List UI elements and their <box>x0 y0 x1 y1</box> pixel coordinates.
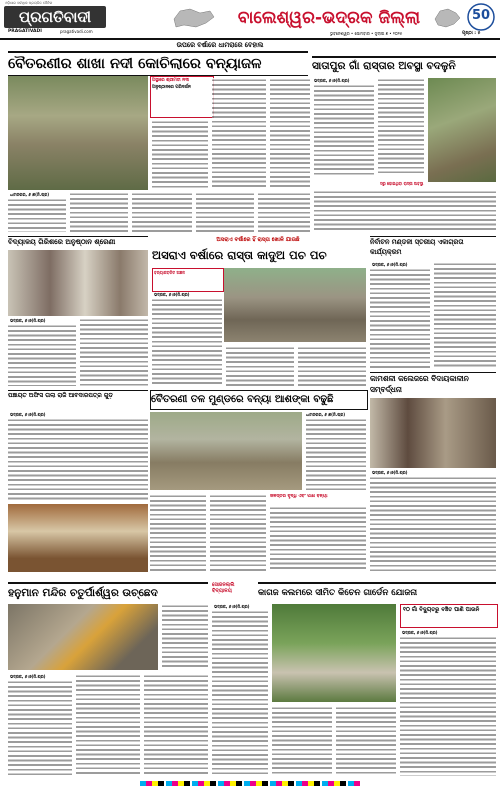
story1-photo <box>8 76 148 190</box>
story2-headline: ସାତାପୁର ଗାଁ ରାସ୍ତାର ଅବସ୍ଥା ବଦଳୁନି <box>312 56 496 75</box>
story1-text-b <box>212 78 266 190</box>
story11-tag-text: ସୋଜନଲ୍ଲି ବିଦ୍ୟାଳୟ <box>212 582 235 594</box>
story2-caption: ସରୁ ହୋଇଥିବା ରାସ୍ତା ଅବସ୍ଥା <box>380 181 424 186</box>
story6-byline: ଭଦ୍ରକ, ୬।୭(ନି.ପ୍ର) <box>372 470 408 475</box>
story1-text-h <box>258 192 310 232</box>
story3-text-a <box>8 324 76 386</box>
story7-text-a <box>8 418 148 500</box>
story4-text-b <box>226 346 294 386</box>
story11-text-b <box>272 706 332 776</box>
page-number: ପୃଷ୍ଠା : ୫ <box>462 31 481 36</box>
masthead-tagline: ଓଡ଼ିଶାର ସର୍ବାଧିକ ପ୍ରଚାରିତ ଦୈନିକ <box>5 1 53 5</box>
story2-text-c <box>314 190 496 232</box>
story8-byline: ଧାମନଗର, ୬।୭(ନି.ପ୍ର) <box>306 412 346 417</box>
story12-headline: ୧୦ ଗାଁ ବିଦ୍ୟୁତରୁ ବଞ୍ଚିତ ପାଣି ପାଉନି <box>403 607 480 613</box>
story4-subhead <box>152 268 224 292</box>
logo-text: ପ୍ରଗତିବାଦୀ <box>18 8 92 26</box>
story1-text-g <box>196 192 254 232</box>
story12-byline: ଭଦ୍ରକ, ୬।୭(ନି.ପ୍ର) <box>402 630 438 635</box>
date-line: ଭୁବନେଶ୍ୱର • ସୋମବାର • ଜୁଲାଇ ୭ • ୨୦୨୫ <box>330 31 403 36</box>
story11-headline: କାଗଜ କଲମରେ ସୀମିତ କିଚେନ ଗାର୍ଡେନ ଯୋଜନା <box>258 582 496 602</box>
story3-byline: ଭଦ୍ରକ, ୬।୭(ନି.ପ୍ର) <box>10 318 46 323</box>
anniversary-number: 50 <box>471 8 491 23</box>
story1-inset <box>150 76 214 118</box>
color-registration-strip <box>140 781 360 786</box>
story11-photo <box>272 604 396 702</box>
story4-subhead-text: ବନ୍ୟାକବଳିତ ଅଞ୍ଚଳ <box>154 270 185 275</box>
logo-sub: PRAGATIVADI <box>8 29 42 34</box>
story10-byline: ଭଦ୍ରକ, ୬।୭(ନି.ପ୍ର) <box>10 674 46 679</box>
story10-text-a <box>162 604 208 670</box>
logo <box>4 6 106 28</box>
story12-headline-box <box>400 604 498 628</box>
story2-text-a <box>314 84 374 176</box>
story4-text-c <box>298 346 366 386</box>
story4-headline: ଅସରାଏ ବର୍ଷାରେ ରାସ୍ତା କାଦୁଅ ପଚ ପଚ <box>152 248 327 262</box>
story8-text-c <box>210 494 266 572</box>
story6-text-a <box>370 476 496 572</box>
story1-inset-text: ଅନୁଷ୍ଠାନରେ ପରିଦର୍ଶନ <box>152 85 191 90</box>
site-url: pragativadi.com <box>60 29 93 34</box>
story12-text-a <box>400 636 496 776</box>
story8-text-b <box>150 494 206 572</box>
story2-text-b <box>378 78 424 176</box>
story9-subhead-text: ଜଳସ୍ତର ବୃଦ୍ଧି ଏବଂ ପାଣି ବନ୍ୟା <box>270 494 328 499</box>
story9-subhead <box>270 494 366 506</box>
masthead <box>0 0 500 40</box>
story10-text-b <box>8 680 72 776</box>
story1-byline: ଧାମନଗର, ୬।୭(ନି.ପ୍ର) <box>10 192 50 197</box>
story11-byline: ଭଦ୍ରକ, ୬।୭(ନି.ପ୍ର) <box>214 604 250 609</box>
story6-photo <box>370 398 496 468</box>
story2-photo <box>428 78 496 182</box>
story11-tag <box>212 582 256 602</box>
story3-text-b <box>80 318 148 386</box>
story4-photo <box>224 268 366 342</box>
story3-headline: ବିଦ୍ୟାଳୟ ଗିରିଶରେ ଅନୁଷ୍ଠାନ ଶ୍ରେଣୀ <box>8 236 148 248</box>
story5-text-b <box>434 262 496 368</box>
story11-text-c <box>336 706 396 776</box>
story1-text-e <box>70 192 128 232</box>
story5-byline: ଭଦ୍ରକ, ୬।୭(ନି.ପ୍ର) <box>372 262 408 267</box>
story4-kicker: ଅସରାଏ ବର୍ଷାରେ ହିଁ ରାସ୍ତା ଖୋଳି ଯାଉଛି <box>150 236 366 245</box>
anniversary-badge <box>466 2 496 32</box>
story1-inset-label: ଅସ୍ଥାରେ ଶ୍ରୀମତୀ ନଦୀ <box>152 78 189 83</box>
story1-text-d <box>8 198 66 232</box>
story10-text-c <box>76 674 140 776</box>
story7-photo <box>8 504 148 572</box>
story8-photo <box>150 412 302 490</box>
story7-byline: ଭଦ୍ରକ, ୬।୭(ନି.ପ୍ର) <box>10 412 46 417</box>
story2-byline: ଭଦ୍ରକ, ୬।୭(ନି.ପ୍ର) <box>314 78 350 83</box>
story11-text-a <box>212 610 268 776</box>
story1-text-a <box>152 120 208 190</box>
story1-headline: ବୈତରଣୀର ଶାଖା ନଦୀ କୋଚିଲାରେ ବନ୍ୟାଜଳ <box>8 51 308 76</box>
story1-text-c <box>270 78 310 190</box>
story5-text-a <box>370 268 430 368</box>
story4-byline: ଭଦ୍ରକ, ୬।୭(ନି.ପ୍ର) <box>154 292 190 297</box>
story4-text-a <box>152 298 222 386</box>
story10-text-d <box>144 674 208 776</box>
story8-headline: ବୈତରଣୀ ତଳ ମୁଣ୍ଡରେ ବନ୍ୟା ଆଶଙ୍କା ବଢୁଛି <box>150 390 368 410</box>
story3-photo <box>8 250 148 316</box>
story8-text-d <box>270 506 366 572</box>
story5-headline: ନିର୍ବାଚନ ମଣ୍ଡଳୀ ସ୍ତରୀୟ ଏକାଗ୍ରତା କାର୍ଯ୍ୟକ୍ରମ <box>370 236 496 259</box>
odisha-map-icon <box>170 5 216 31</box>
story10-headline: ହନୁମାନ ମନ୍ଦିର ଚତୁର୍ପାର୍ଶ୍ୱର ଉଚ୍ଛେଦ <box>8 582 208 602</box>
section-title: ବାଲେଶ୍ୱର-ଭଦ୍ରକ ଜିଲ୍ଲା <box>237 8 421 28</box>
story1-kicker: ଉପରେ ବର୍ଷାରେ ଧାମରାରେ ବେହାଲ <box>120 41 320 50</box>
story6-headline: କାମଶଳୀ କଲେଜରେ ବିଦାୟକାଳୀନ ସମ୍ବର୍ଦ୍ଧନା <box>370 372 496 397</box>
odisha-map-icon-right <box>432 5 462 31</box>
story10-photo <box>8 604 158 670</box>
story8-text-a <box>306 418 366 490</box>
story7-headline: ପଞ୍ଚାୟତ ଅଫିସ ତାଲା ରାଜି ଆବଦାରପତ୍ର ଗୁଡ଼ <box>8 390 148 411</box>
story1-text-f <box>132 192 192 232</box>
